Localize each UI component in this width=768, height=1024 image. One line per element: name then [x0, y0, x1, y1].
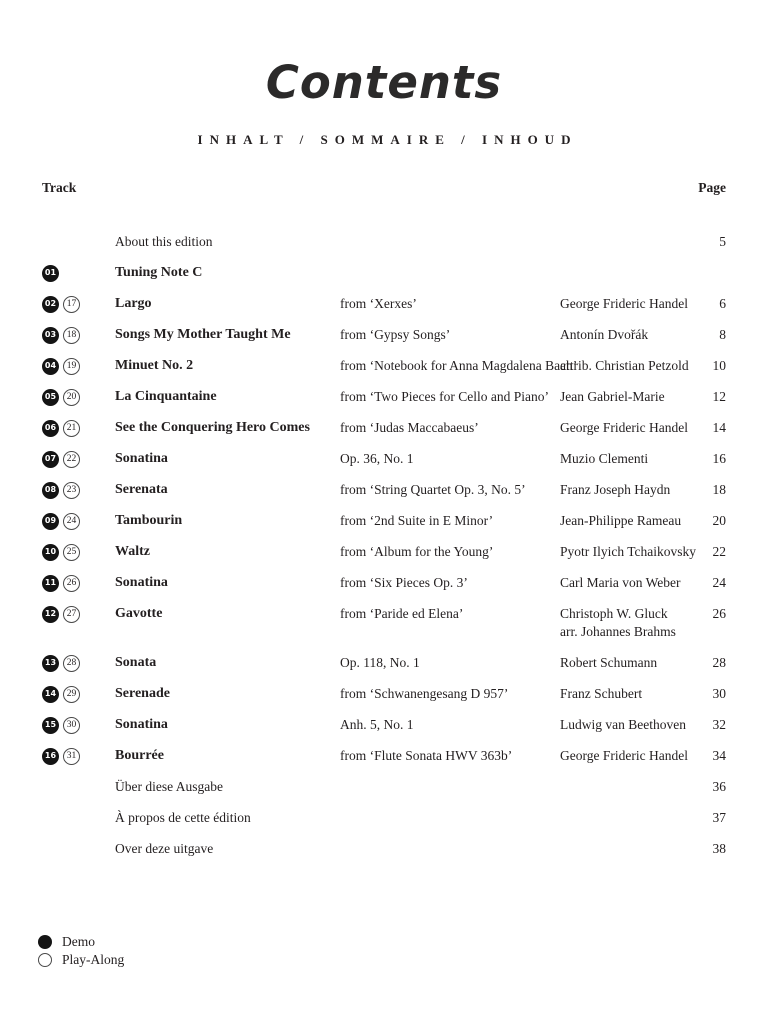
track-badges [42, 450, 115, 468]
page-number: 20 [712, 513, 726, 528]
page-number: 18 [712, 482, 726, 497]
toc-row [42, 450, 726, 468]
demo-track-badge: 13 [42, 655, 59, 672]
piece-title: Waltz [115, 544, 150, 559]
page-header [0, 0, 768, 148]
track-badges [42, 419, 115, 437]
demo-track-badge: 03 [42, 327, 59, 344]
track-badges [42, 605, 115, 623]
demo-track-badge: 08 [42, 482, 59, 499]
piece-title: Bourrée [115, 748, 164, 763]
page-number: 24 [712, 575, 726, 590]
toc-row [42, 326, 726, 344]
play-along-track-badge: 23 [63, 482, 80, 499]
legend-demo-row [38, 933, 124, 951]
play-along-track-badge: 26 [63, 575, 80, 592]
track-badges [42, 388, 115, 406]
track-badges [42, 512, 115, 530]
page-number: 37 [712, 810, 726, 825]
track-badges [42, 778, 115, 796]
piece-arranger: arr. Johannes Brahms [560, 624, 676, 639]
piece-title: About this edition [115, 234, 213, 249]
page-number: 38 [712, 841, 726, 856]
piece-composer: Jean-Philippe Rameau [560, 513, 682, 528]
demo-track-badge: 04 [42, 358, 59, 375]
play-along-track-badge: 18 [63, 327, 80, 344]
play-along-track-badge: 28 [63, 655, 80, 672]
track-badges [42, 233, 115, 251]
piece-title: Tambourin [115, 513, 183, 528]
toc-row [42, 233, 726, 251]
piece-composer: Franz Joseph Haydn [560, 482, 671, 497]
piece-composer: George Frideric Handel [560, 296, 688, 311]
piece-title: Gavotte [115, 606, 163, 621]
piece-composer: George Frideric Handel [560, 748, 688, 763]
piece-source: from ‘String Quartet Op. 3, No. 5’ [340, 482, 526, 497]
piece-source: from ‘Notebook for Anna Magdalena Bach’ [340, 358, 578, 373]
page-number: 5 [719, 234, 726, 249]
piece-source: from ‘Album for the Young’ [340, 544, 494, 559]
piece-composer: Pyotr Ilyich Tchaikovsky [560, 544, 697, 559]
piece-composer: Christoph W. Gluck arr. Johannes Brahms [560, 605, 702, 641]
demo-track-badge: 05 [42, 389, 59, 406]
piece-composer: George Frideric Handel [560, 420, 688, 435]
piece-title: La Cinquantaine [115, 389, 217, 404]
legend-demo-label: Demo [62, 934, 95, 949]
piece-source: from ‘Six Pieces Op. 3’ [340, 575, 468, 590]
toc-row [42, 685, 726, 703]
track-badges [42, 543, 115, 561]
toc-list [0, 233, 768, 858]
piece-title: Largo [115, 296, 152, 311]
piece-source: Op. 118, No. 1 [340, 655, 420, 670]
toc-row [42, 264, 726, 282]
page-number: 14 [712, 420, 726, 435]
play-along-track-badge: 25 [63, 544, 80, 561]
demo-track-badge: 16 [42, 748, 59, 765]
piece-composer: attrib. Christian Petzold [560, 358, 689, 373]
demo-track-badge: 15 [42, 717, 59, 734]
piece-composer: Franz Schubert [560, 686, 643, 701]
demo-track-badge: 02 [42, 296, 59, 313]
demo-track-badge: 06 [42, 420, 59, 437]
track-badges [42, 326, 115, 344]
play-along-track-badge: 27 [63, 606, 80, 623]
legend-play-along-row [38, 951, 124, 969]
toc-row [42, 716, 726, 734]
demo-track-badge: 10 [42, 544, 59, 561]
toc-row [42, 747, 726, 765]
toc-row [42, 512, 726, 530]
piece-title: Über diese Ausgabe [115, 779, 223, 794]
play-along-track-badge: 17 [63, 296, 80, 313]
page-number: 36 [712, 779, 726, 794]
play-along-track-badge: 29 [63, 686, 80, 703]
piece-title: À propos de cette édition [115, 810, 251, 825]
page-title: Contents [265, 56, 503, 109]
piece-source: from ‘Paride ed Elena’ [340, 606, 464, 621]
toc-row [42, 809, 726, 827]
piece-composer: Antonín Dvořák [560, 327, 649, 342]
page-subtitle: INHALT / SOMMAIRE / INHOUD [197, 132, 578, 147]
toc-row [42, 654, 726, 672]
toc-row [42, 419, 726, 437]
page-number: 22 [712, 544, 726, 559]
column-headers [0, 179, 768, 197]
page-number: 12 [712, 389, 726, 404]
toc-row [42, 357, 726, 375]
track-badges [42, 574, 115, 592]
demo-track-badge: 14 [42, 686, 59, 703]
track-badges [42, 295, 115, 313]
piece-source: Op. 36, No. 1 [340, 451, 414, 466]
piece-title: Sonata [115, 655, 157, 670]
track-badges [42, 716, 115, 734]
piece-title: Sonatina [115, 717, 168, 732]
piece-source: from ‘Schwanengesang D 957’ [340, 686, 509, 701]
piece-composer: Carl Maria von Weber [560, 575, 681, 590]
piece-composer: Ludwig van Beethoven [560, 717, 686, 732]
page-number: 30 [712, 686, 726, 701]
piece-source: from ‘Xerxes’ [340, 296, 417, 311]
track-badges [42, 840, 115, 858]
play-along-track-badge: 20 [63, 389, 80, 406]
play-along-track-badge: 24 [63, 513, 80, 530]
track-badges [42, 685, 115, 703]
piece-source: from ‘Gypsy Songs’ [340, 327, 451, 342]
piece-composer: Robert Schumann [560, 655, 658, 670]
demo-track-badge: 01 [42, 265, 59, 282]
play-along-track-badge: 30 [63, 717, 80, 734]
piece-title: Songs My Mother Taught Me [115, 327, 291, 342]
track-badges [42, 654, 115, 672]
track-type-legend [38, 933, 124, 969]
page-number: 8 [719, 327, 726, 342]
piece-title: Serenata [115, 482, 168, 497]
toc-row [42, 388, 726, 406]
track-badges [42, 264, 115, 282]
legend-play-along-label: Play-Along [62, 952, 125, 967]
piece-source: from ‘Two Pieces for Cello and Piano’ [340, 389, 550, 404]
piece-composer: Jean Gabriel-Marie [560, 389, 665, 404]
piece-title: Sonatina [115, 575, 168, 590]
piece-source: from ‘Judas Maccabaeus’ [340, 420, 479, 435]
track-badges [42, 481, 115, 499]
track-badges [42, 747, 115, 765]
page-number: 34 [712, 748, 726, 763]
piece-title: Tuning Note C [115, 265, 203, 280]
demo-track-icon [38, 935, 52, 949]
toc-row [42, 295, 726, 313]
piece-source: from ‘2nd Suite in E Minor’ [340, 513, 494, 528]
demo-track-badge: 12 [42, 606, 59, 623]
piece-title: See the Conquering Hero Comes [115, 420, 310, 435]
page-number: 28 [712, 655, 726, 670]
play-along-track-icon [38, 953, 52, 967]
piece-title: Minuet No. 2 [115, 358, 194, 373]
track-badges [42, 357, 115, 375]
play-along-track-badge: 22 [63, 451, 80, 468]
toc-row [42, 840, 726, 858]
piece-title: Sonatina [115, 451, 168, 466]
toc-row [42, 605, 726, 641]
page-number: 6 [719, 296, 726, 311]
toc-row [42, 481, 726, 499]
play-along-track-badge: 31 [63, 748, 80, 765]
piece-source: Anh. 5, No. 1 [340, 717, 414, 732]
column-header-page: Page [698, 180, 726, 195]
page-number: 26 [712, 606, 726, 621]
play-along-track-badge: 21 [63, 420, 80, 437]
play-along-track-badge: 19 [63, 358, 80, 375]
track-badges [42, 809, 115, 827]
toc-row [42, 543, 726, 561]
toc-row [42, 574, 726, 592]
column-header-track: Track [42, 180, 77, 195]
piece-source: from ‘Flute Sonata HWV 363b’ [340, 748, 513, 763]
piece-composer: Muzio Clementi [560, 451, 649, 466]
toc-row [42, 778, 726, 796]
demo-track-badge: 11 [42, 575, 59, 592]
piece-title: Over deze uitgave [115, 841, 214, 856]
demo-track-badge: 09 [42, 513, 59, 530]
page-number: 10 [712, 358, 726, 373]
page-number: 16 [712, 451, 726, 466]
page-number: 32 [712, 717, 726, 732]
demo-track-badge: 07 [42, 451, 59, 468]
piece-title: Serenade [115, 686, 170, 701]
